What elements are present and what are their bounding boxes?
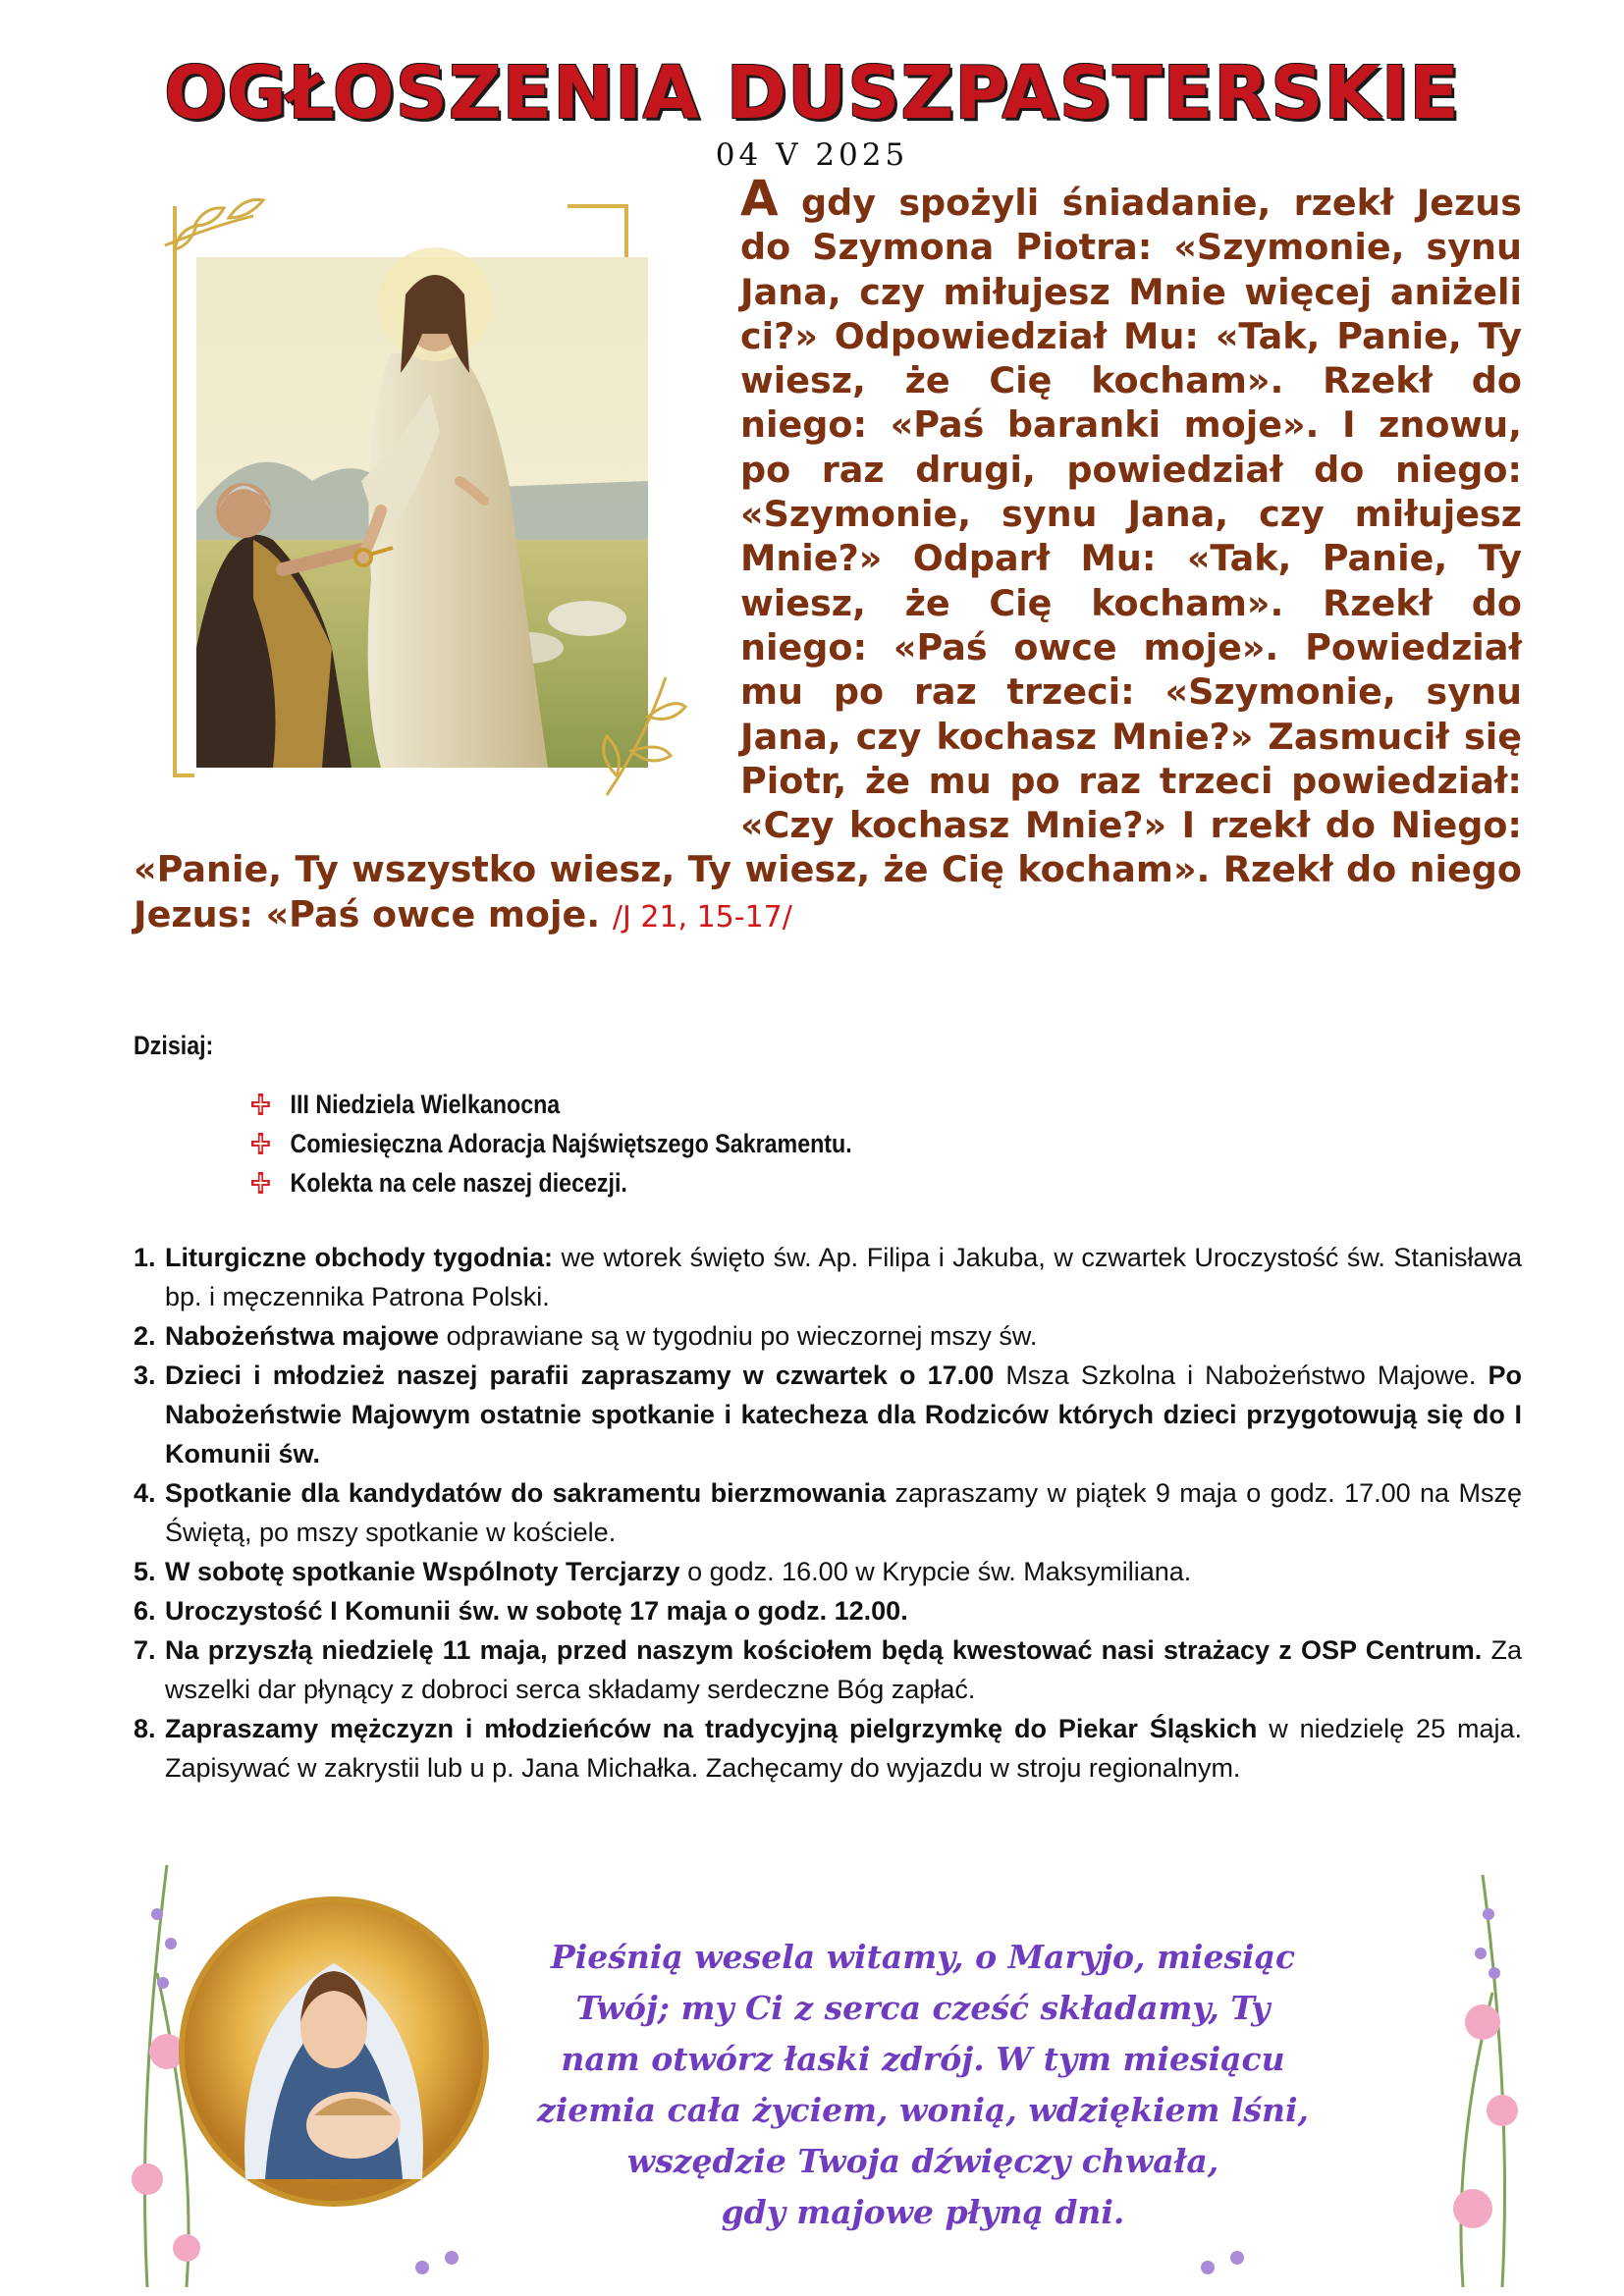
poem-line: gdy majowe płyną dni. xyxy=(721,2193,1125,2231)
poem-line: wszędzie Twoja dźwięczy chwała, xyxy=(626,2142,1219,2180)
scripture-reference: /J 21, 15-17/ xyxy=(612,899,792,934)
date-line: 04 V 2025 xyxy=(715,137,909,173)
item-bold: Zapraszamy mężczyzn i młodzieńców na tradycyjną pielgrzymkę do Piekar Śląskich xyxy=(165,1714,1258,1743)
today-heading: Dzisiaj: xyxy=(134,1031,214,1060)
item-rest: o godz. 16.00 w Krypcie św. Maksymiliana. xyxy=(679,1557,1192,1586)
item-number: 1. xyxy=(134,1243,156,1272)
today-item xyxy=(251,1085,1344,1124)
item-rest: zapraszamy w piątek 9 maja o godz. 17.00 na Mszę Świętą, po mszy spotkanie w kościele. xyxy=(165,1478,1522,1547)
cross-icon xyxy=(251,1094,270,1115)
item-rest: w niedzielę 25 maja. Zapisywać w zakrystii lub u p. Jana Michałka. Zachęcamy do wyjazdu w stroju regionalnym. xyxy=(165,1714,1522,1783)
poem-line: ziemia cała życiem, wonią, wdziękiem lśni, xyxy=(536,2091,1310,2129)
announcement-item xyxy=(134,1356,1522,1473)
page-title: OGŁOSZENIA DUSZPASTERSKIE xyxy=(164,51,1460,135)
today-list xyxy=(134,1085,1522,1202)
announcements-section xyxy=(134,1031,1522,1788)
item-rest: Za wszelki dar płynący z dobroci serca składamy serdeczne Bóg zapłać. xyxy=(165,1635,1522,1704)
today-item xyxy=(251,1163,1344,1202)
item-rest: Msza Szkolna i Nabożeństwo Majowe. xyxy=(994,1361,1477,1390)
announcement-item xyxy=(134,1552,1522,1591)
announcement-list xyxy=(134,1238,1522,1788)
poem-line: Twój; my Ci z serca cześć składamy, Ty xyxy=(575,1989,1271,2027)
gospel-text: gdy spożyli śniadanie, rzekł Jezus do Szymona Piotra: «Szymonie, synu Jana, czy miłujesz Mnie więcej aniżeli ci?» Odpowiedział Mu: «Tak, Panie, Ty wiesz, że Cię kocham». Rzekł do niego: «Paś baranki moje». I znowu, po raz drugi, powiedział do niego: «Szymonie, synu Jana, czy miłujesz Mnie?» Odparł Mu: «Tak, Panie, Ty wiesz, że Cię kocham». Rzekł do niego: «Paś owce moje». Powiedział mu po raz trzeci: «Szymonie, synu Jana, czy kochasz Mnie?» Zasmucił się Piotr, że mu po raz trzeci powiedział: «Czy kochasz Mnie?» I rzekł do Niego: «Panie, Ty wszystko wiesz, Ty wiesz, że Cię kocham». Rzekł do niego Jezus: «Paś owce moje. xyxy=(134,182,1522,935)
today-item-text: Kolekta na cele naszej diecezji. xyxy=(290,1168,627,1198)
poem-line: nam otwórz łaski zdrój. W tym miesiącu xyxy=(561,2040,1285,2078)
item-bold: Na przyszłą niedzielę 11 maja, przed naszym kościołem będą kwestować nasi strażacy z OSP Centrum. xyxy=(165,1635,1483,1665)
item-number: 2. xyxy=(134,1321,156,1351)
announcement-item xyxy=(134,1709,1522,1788)
poem-line: Pieśnią wesela witamy, o Maryjo, miesiąc xyxy=(550,1938,1296,1976)
item-bold: Spotkanie dla kandydatów do sakramentu bierzmowania xyxy=(165,1478,887,1508)
today-item-text: Comiesięczna Adoracja Najświętszego Sakramentu. xyxy=(290,1129,852,1158)
item-bold: Nabożeństwa majowe xyxy=(165,1321,440,1351)
gospel-passage xyxy=(134,170,1522,939)
poem xyxy=(530,1932,1316,2238)
item-bold: Uroczystość I Komunii św. w sobotę 17 maja o godz. 12.00. xyxy=(165,1596,908,1626)
item-number: 7. xyxy=(134,1635,156,1665)
today-item-text: III Niedziela Wielkanocna xyxy=(290,1090,561,1119)
today-item xyxy=(251,1124,1344,1163)
cross-icon xyxy=(251,1133,270,1154)
dropcap: A xyxy=(740,170,779,227)
announcement-item xyxy=(134,1238,1522,1316)
announcement-item xyxy=(134,1473,1522,1552)
item-rest: we wtorek święto św. Ap. Filipa i Jakuba, w czwartek Uroczystość św. Stanisława bp. i męczennika Patrona Polski. xyxy=(165,1243,1522,1311)
item-bold: W sobotę spotkanie Wspólnoty Tercjarzy xyxy=(165,1557,680,1586)
item-bold: Liturgiczne obchody tygodnia: xyxy=(165,1243,554,1272)
item-rest: odprawiane są w tygodniu po wieczornej mszy św. xyxy=(439,1321,1038,1351)
cross-icon xyxy=(251,1172,270,1194)
item-number: 8. xyxy=(134,1714,156,1743)
item-number: 4. xyxy=(134,1478,156,1508)
item-number: 3. xyxy=(134,1361,156,1390)
item-bold-2: Po Nabożeństwie Majowym ostatnie spotkanie i katecheza dla Rodziców których dzieci przygotowują się do I Komunii św. xyxy=(165,1361,1523,1468)
announcement-item xyxy=(134,1630,1522,1709)
item-number: 5. xyxy=(134,1557,156,1586)
announcement-item xyxy=(134,1316,1522,1356)
announcement-item xyxy=(134,1591,1522,1630)
item-bold: Dzieci i młodzież naszej parafii zapraszamy w czwartek o 17.00 xyxy=(165,1361,995,1390)
item-number: 6. xyxy=(134,1596,156,1626)
